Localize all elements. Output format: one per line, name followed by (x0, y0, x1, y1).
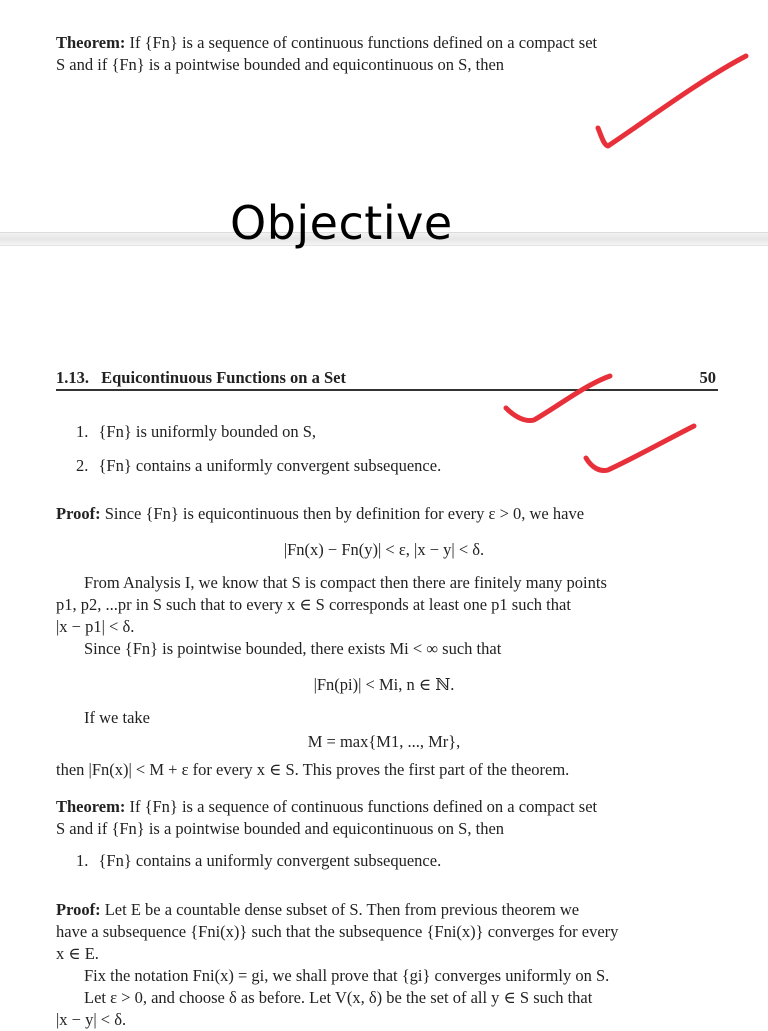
list-item (76, 850, 736, 872)
theorem-text: If {Fn} is a sequence of continuous functions defined on a compact set (129, 33, 598, 52)
proof1-para2-line-3: |x − p1| < δ. (56, 617, 135, 636)
list-item-number: 2. (76, 456, 89, 475)
proof2-line-6: |x − y| < δ. (56, 1010, 127, 1029)
equation-3: M = max{M1, ..., Mr}, (307, 732, 461, 751)
proof1-para2-line-2: p1, p2, ...pr in S such that to every x ∈ S corresponds at least one p1 such that (56, 595, 571, 614)
list-item (76, 455, 736, 477)
proof1-para5: then |Fn(x)| < M + ε for every x ∈ S. This proves the first part of the theorem. (56, 760, 570, 779)
list-item (76, 421, 736, 443)
proof2-line-2: have a subsequence {Fni(x)} such that the subsequence {Fni(x)} converges for every (56, 922, 619, 941)
proof1-para3: Since {Fn} is pointwise bounded, there exists Mi < ∞ such that (84, 639, 502, 658)
proof1-para2-line-1: From Analysis I, we know that S is compact then there are finitely many points (84, 573, 607, 592)
proof2-line-4: Fix the notation Fni(x) = gi, we shall prove that {gi} converges uniformly on S. (84, 966, 610, 985)
list-item-text: {Fn} contains a uniformly convergent subsequence. (98, 456, 442, 475)
proof2-line-5: Let ε > 0, and choose δ as before. Let V(x, δ) be the set of all y ∈ S such that (84, 988, 593, 1007)
equation-1: |Fn(x) − Fn(y)| < ε, |x − y| < δ. (283, 540, 485, 559)
list-item-number: 1. (76, 851, 89, 870)
section-number: 1.13. (56, 368, 89, 387)
list-item-number: 1. (76, 422, 89, 441)
proof1-line-1 (56, 503, 716, 525)
proof-text: Since {Fn} is equicontinuous then by definition for every ε > 0, we have (104, 504, 585, 523)
theorem-label: Theorem: (56, 33, 126, 52)
proof-label: Proof: (56, 504, 101, 523)
objective-heading: Objective (230, 196, 453, 250)
list-item-text: {Fn} contains a uniformly convergent subsequence. (98, 851, 442, 870)
page-number: 50 (699, 368, 716, 387)
proof1-para4: If we take (84, 708, 150, 727)
section-header (56, 368, 716, 390)
section-title: Equicontinuous Functions on a Set (101, 368, 346, 387)
proof-text: Let E be a countable dense subset of S. Then from previous theorem we (104, 900, 580, 919)
theorem-top-line-2: S and if {Fn} is a pointwise bounded and equicontinuous on S, then (56, 55, 505, 74)
list-item-text: {Fn} is uniformly bounded on S, (98, 422, 317, 441)
proof-label: Proof: (56, 900, 101, 919)
theorem-top-line-1 (56, 32, 716, 54)
theorem-label: Theorem: (56, 797, 126, 816)
equation-2: |Fn(pi)| < Mi, n ∈ ℕ. (313, 675, 455, 694)
theorem2-line-1 (56, 796, 716, 818)
proof2-line-3: x ∈ E. (56, 944, 99, 963)
theorem-text: If {Fn} is a sequence of continuous functions defined on a compact set (129, 797, 598, 816)
proof2-line-1 (56, 899, 716, 921)
theorem2-line-2: S and if {Fn} is a pointwise bounded and equicontinuous on S, then (56, 819, 505, 838)
header-rule (56, 389, 718, 391)
